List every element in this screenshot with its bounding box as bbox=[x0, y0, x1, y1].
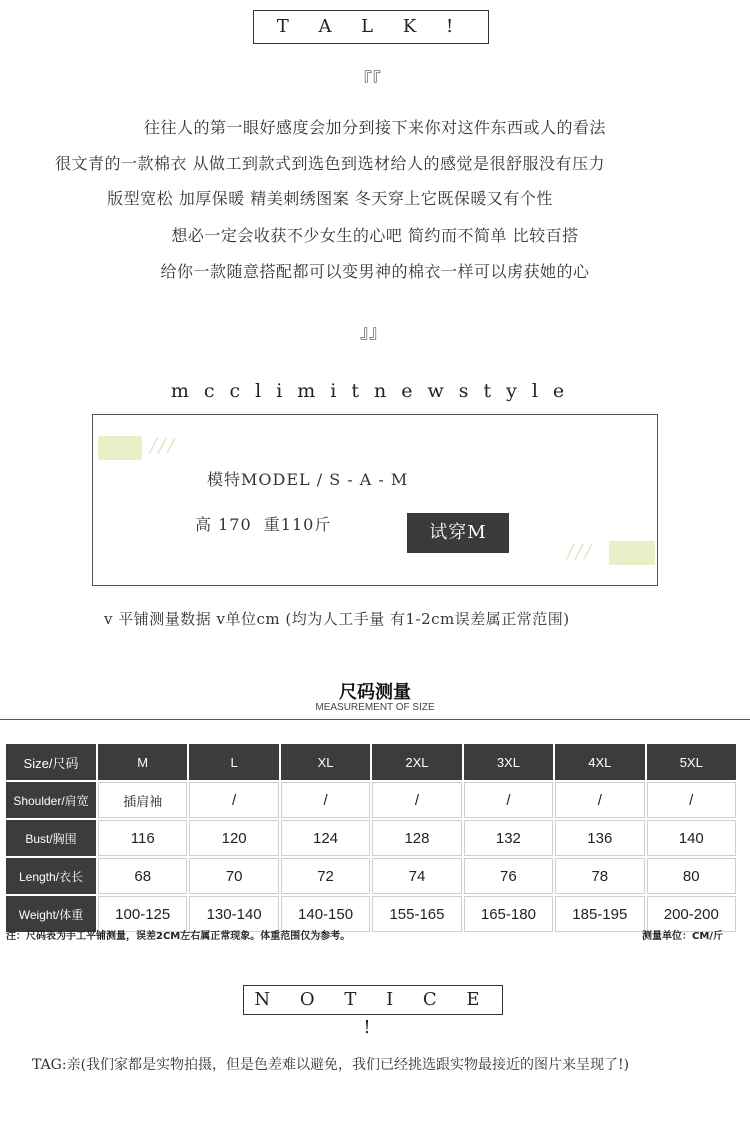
table-row bbox=[6, 858, 736, 894]
table-cell: 116 bbox=[98, 820, 187, 856]
row-header-cell: Shoulder/肩宽 bbox=[6, 782, 96, 818]
header-cell: 5XL bbox=[647, 744, 736, 780]
table-cell: 74 bbox=[372, 858, 461, 894]
table-cell: / bbox=[464, 782, 553, 818]
header-cell: L bbox=[189, 744, 278, 780]
talk-line-5: 给你一款随意搭配都可以变男神的棉衣一样可以虏获她的心 bbox=[160, 262, 590, 281]
table-cell: 80 bbox=[647, 858, 736, 894]
table-cell: 72 bbox=[281, 858, 370, 894]
size-table-header-row bbox=[6, 744, 736, 780]
notice-title: N O T I C E ! bbox=[243, 985, 503, 1015]
model-label: 模特MODEL / S - A - M bbox=[207, 470, 409, 489]
accent-block-bottom bbox=[609, 541, 655, 565]
brand-text: mcclimitnewstyle bbox=[170, 380, 580, 402]
table-cell: 140-150 bbox=[281, 896, 370, 932]
talk-line-4: 想必一定会收获不少女生的心吧 简约而不简单 比较百搭 bbox=[171, 226, 579, 245]
table-cell: / bbox=[281, 782, 370, 818]
table-cell: 124 bbox=[281, 820, 370, 856]
slashes-top: /// bbox=[150, 433, 177, 457]
table-cell: 155-165 bbox=[372, 896, 461, 932]
header-cell: Size/尺码 bbox=[6, 744, 96, 780]
measurement-unit-note: 测量单位：CM/斤 bbox=[642, 931, 723, 942]
model-stats: 高 170 重110斤 bbox=[195, 515, 332, 534]
table-cell: 插肩袖 bbox=[98, 782, 187, 818]
table-footnote: 注：尺码表为手工平铺测量，误差2CM左右属正常现象。体重范围仅为参考。 bbox=[6, 931, 351, 942]
row-header-cell: Length/衣长 bbox=[6, 858, 96, 894]
table-cell: 136 bbox=[555, 820, 644, 856]
table-cell: 68 bbox=[98, 858, 187, 894]
table-cell: 132 bbox=[464, 820, 553, 856]
table-cell: 78 bbox=[555, 858, 644, 894]
table-cell: / bbox=[647, 782, 736, 818]
model-info-box bbox=[92, 414, 658, 586]
try-on-button[interactable]: 试穿M bbox=[407, 513, 509, 553]
table-cell: 128 bbox=[372, 820, 461, 856]
divider-line bbox=[0, 719, 750, 720]
slashes-bottom: /// bbox=[567, 539, 594, 563]
measure-note: v 平铺测量数据 v单位cm (均为人工手量 有1-2cm误差属正常范围) bbox=[104, 610, 570, 628]
talk-line-3: 版型宽松 加厚保暖 精美刺绣图案 冬天穿上它既保暖又有个性 bbox=[107, 189, 553, 208]
table-cell: 140 bbox=[647, 820, 736, 856]
header-cell: XL bbox=[281, 744, 370, 780]
row-header-cell: Bust/胸围 bbox=[6, 820, 96, 856]
table-cell: 185-195 bbox=[555, 896, 644, 932]
size-table bbox=[4, 742, 738, 934]
talk-line-2: 很文青的一款棉衣 从做工到款式到选色到选材给人的感觉是很舒服没有压力 bbox=[54, 154, 606, 173]
table-cell: 76 bbox=[464, 858, 553, 894]
table-row bbox=[6, 782, 736, 818]
header-cell: M bbox=[98, 744, 187, 780]
tag-line: TAG:亲(我们家都是实物拍摄，但是色差难以避免，我们已经挑选跟实物最接近的图片来呈现了!) bbox=[32, 1057, 630, 1073]
table-cell: 165-180 bbox=[464, 896, 553, 932]
table-cell: / bbox=[555, 782, 644, 818]
talk-line-1: 往往人的第一眼好感度会加分到接下来你对这件东西或人的看法 bbox=[143, 118, 606, 137]
open-bracket: 『『 bbox=[354, 70, 381, 91]
table-cell: 120 bbox=[189, 820, 278, 856]
header-cell: 4XL bbox=[555, 744, 644, 780]
close-bracket: 』』 bbox=[360, 322, 387, 343]
size-table-subtitle: MEASUREMENT OF SIZE bbox=[315, 702, 435, 713]
talk-title: T A L K ! bbox=[253, 10, 489, 44]
size-table-title: 尺码测量 bbox=[339, 682, 411, 703]
header-cell: 3XL bbox=[464, 744, 553, 780]
table-cell: 200-200 bbox=[647, 896, 736, 932]
table-cell: / bbox=[189, 782, 278, 818]
row-header-cell: Weight/体重 bbox=[6, 896, 96, 932]
table-row bbox=[6, 820, 736, 856]
table-cell: / bbox=[372, 782, 461, 818]
table-cell: 100-125 bbox=[98, 896, 187, 932]
header-cell: 2XL bbox=[372, 744, 461, 780]
accent-block-top bbox=[98, 436, 142, 460]
table-cell: 70 bbox=[189, 858, 278, 894]
table-cell: 130-140 bbox=[189, 896, 278, 932]
